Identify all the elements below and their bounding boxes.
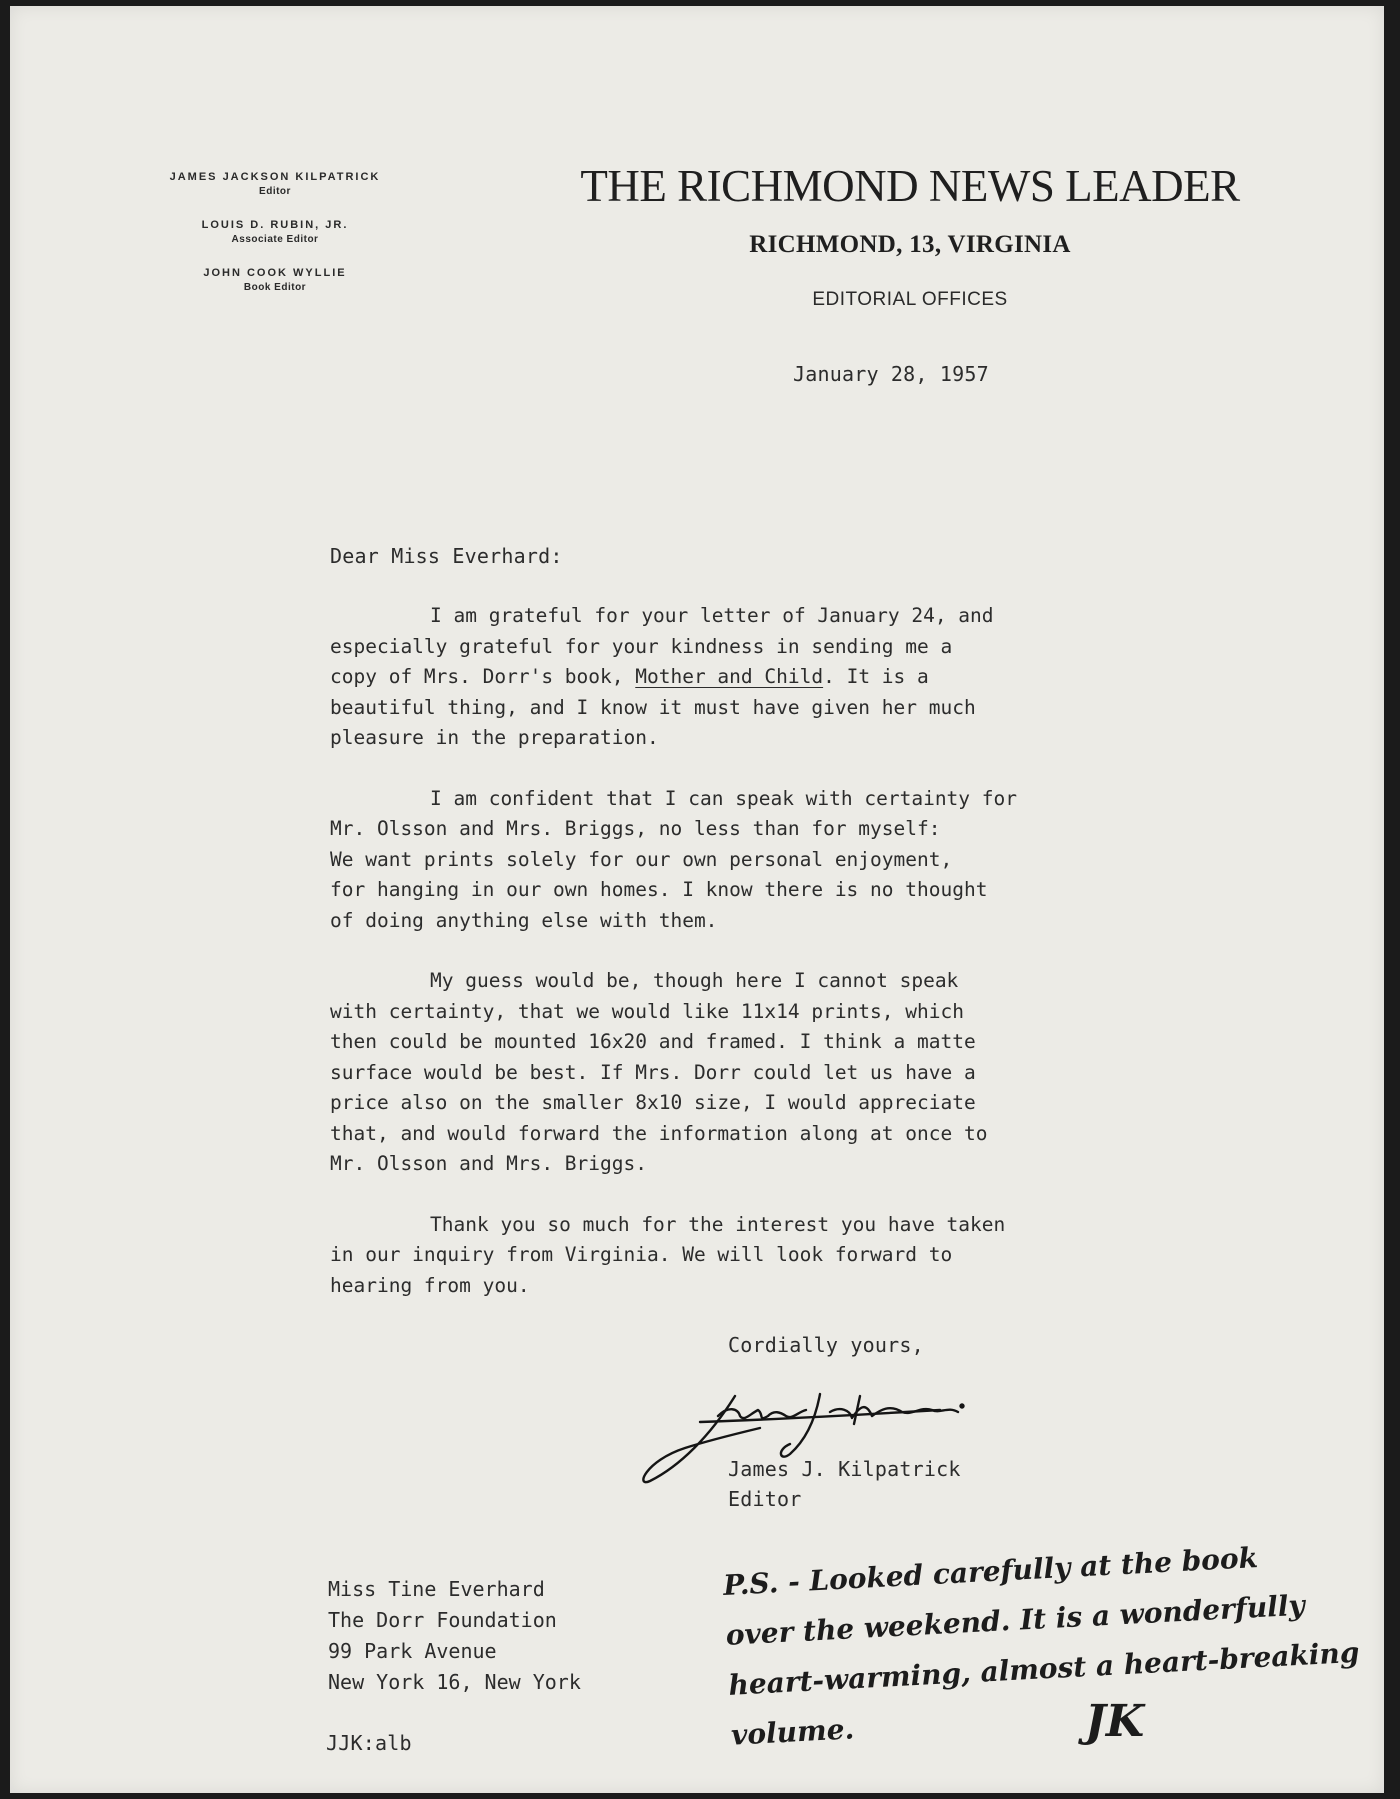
staff-entry [140, 171, 410, 197]
letter-sheet [10, 6, 1384, 1793]
salutation: Dear Miss Everhard: [330, 544, 563, 568]
body-line: Mr. Olsson and Mrs. Briggs, no less than for myself: [330, 817, 941, 840]
body-text-segment: . It is a [823, 665, 929, 688]
signer-title: Editor [728, 1487, 802, 1511]
body-line: price also on the smaller 8x10 size, I would appreciate [330, 1091, 976, 1114]
postscript-line: P.S. - Looked carefully at the book [722, 1540, 1259, 1602]
postscript-line: heart-warming, almost a heart-breaking [727, 1635, 1361, 1702]
staff-entry [140, 219, 410, 245]
body-text-segment: copy of Mrs. Dorr's book, [330, 665, 636, 688]
body-line: I am grateful for your letter of January 24, and [430, 604, 994, 627]
staff-name: LOUIS D. RUBIN, JR. [201, 219, 349, 231]
paragraph [330, 966, 1120, 1180]
body-line: Mr. Olsson and Mrs. Briggs. [330, 1152, 647, 1175]
signer-name: James J. Kilpatrick [728, 1457, 961, 1481]
body-line: Thank you so much for the interest you have taken [430, 1212, 1006, 1236]
postscript-initials: JK [1085, 1696, 1145, 1747]
paragraph [330, 784, 1120, 937]
newspaper-city: RICHMOND, 13, VIRGINIA [749, 231, 1071, 258]
address-line: New York 16, New York [328, 1670, 581, 1694]
office-label: EDITORIAL OFFICES [812, 289, 1008, 310]
body-line [330, 662, 1120, 693]
body-line: in our inquiry from Virginia. We will look forward to [330, 1243, 953, 1266]
address-line: 99 Park Avenue [328, 1639, 497, 1663]
letter-body [330, 601, 1120, 1331]
paragraph [330, 1210, 1120, 1302]
body-line: beautiful thing, and I know it must have given her much [330, 695, 976, 719]
staff-entry [140, 267, 410, 293]
body-line: My guess would be, though here I cannot speak [430, 969, 959, 992]
body-line: surface would be best. If Mrs. Dorr could let us have a [330, 1060, 976, 1084]
masthead [570, 161, 1250, 311]
body-line: pleasure in the preparation. [330, 726, 659, 749]
book-title: Mother and Child [635, 665, 824, 688]
body-line: then could be mounted 16x20 and framed. I think a matte [330, 1030, 976, 1053]
paragraph [330, 601, 1120, 754]
newspaper-name: THE RICHMOND NEWS LEADER [580, 161, 1240, 211]
body-line: We want prints solely for our own personal enjoyment, [330, 847, 953, 871]
staff-role: Book Editor [243, 282, 307, 293]
staff-role: Associate Editor [231, 234, 319, 245]
editorial-staff-list [140, 171, 410, 315]
recipient-address [328, 1574, 581, 1698]
staff-name: JAMES JACKSON KILPATRICK [169, 171, 381, 183]
handwritten-postscript [722, 1528, 1362, 1761]
reference-initials: JJK:alb [326, 1731, 412, 1755]
body-line: hearing from you. [330, 1273, 530, 1297]
postscript-line: volume. [730, 1712, 855, 1752]
staff-name: JOHN COOK WYLLIE [203, 267, 347, 279]
address-line: The Dorr Foundation [328, 1608, 557, 1632]
closing: Cordially yours, [728, 1333, 924, 1357]
body-line: especially grateful for your kindness in sending me a [330, 634, 953, 658]
staff-role: Editor [259, 186, 291, 197]
body-line: with certainty, that we would like 11x14 prints, which [330, 999, 964, 1023]
body-line: I am confident that I can speak with certainty for [430, 786, 1017, 810]
body-line: for hanging in our own homes. I know there is no thought [330, 878, 988, 901]
postscript-line: over the weekend. It is a wonderfully [725, 1588, 1306, 1652]
letter-date: January 28, 1957 [793, 362, 989, 386]
address-line: Miss Tine Everhard [328, 1577, 545, 1601]
body-line: of doing anything else with them. [330, 908, 718, 932]
body-line: that, and would forward the information along at once to [330, 1121, 988, 1145]
